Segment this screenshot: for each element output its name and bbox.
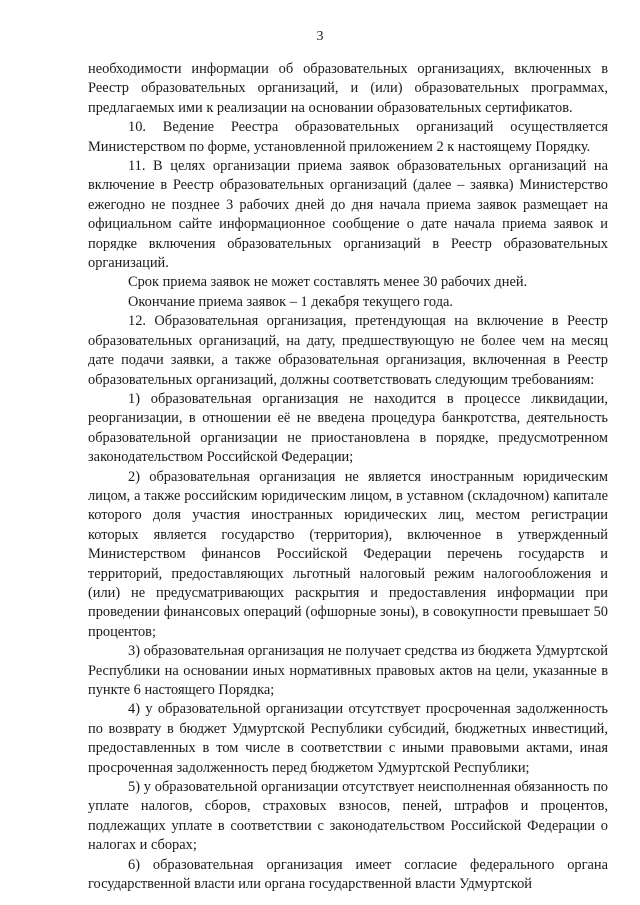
paragraph-deadline-min: Срок приема заявок не может составлять менее 30 рабочих дней.: [128, 274, 528, 291]
requirement-item-5: 5) у образовательной организации отсутствует неисполненная обязанность по уплате налогов, сборов, страховых взносов, пеней, штрафов и процентов, подлежащих уплате в соответствии с законодательством Российской Федерации о налогах и сборах;: [88, 779, 608, 854]
requirement-item-6: 6) образовательная организация имеет согласие федерального органа государственной власти или органа государственной власти Удмуртской: [88, 856, 608, 893]
document-body: [88, 60, 608, 894]
paragraph-11: 11. В целях организации приема заявок образовательных организаций на включение в Реестр образовательных организаций (далее – заявка) Министерство ежегодно не позднее 3 рабочих дней до дня начала приема заявок размещает на официальном сайте информационное сообщение о дате начала приема заявок и порядке включения образовательных организаций в Реестр образовательных организаций.: [88, 158, 608, 272]
paragraph-10: 10. Ведение Реестра образовательных организаций осуществляется Министерством по форме, установленной приложением 2 к настоящему Порядку.: [88, 119, 608, 155]
paragraph-continuation: необходимости информации об образовательных организациях, включенных в Реестр образовательных организаций, и (или) образовательных программах, предлагаемых ими к реализации на основании образовательных сертификатов.: [88, 61, 608, 116]
page-number: 3: [316, 29, 324, 44]
requirement-item-2: 2) образовательная организация не является иностранным юридическим лицом, а также российским юридическим лицом, в уставном (складочном) капитале которого доля участия иностранных юридических лиц, местом регистрации которых является государство (территория), включенное в утвержденный Министерством финансов Российской Федерации перечень государств и территорий, предоставляющих льготный налоговый режим налогообложения и (или) не предусматривающих раскрытия и предоставления информации при проведении финансовых операций (офшорные зоны), в совокупности превышает 50 процентов;: [88, 468, 608, 640]
paragraph-12: 12. Образовательная организация, претендующая на включение в Реестр образовательных организаций, на дату, предшествующую не более чем на месяц дате подачи заявки, а также образовательная организация, включенная в Реестр образовательных организаций, должны соответствовать следующим требованиям:: [88, 313, 608, 388]
requirement-item-3: 3) образовательная организация не получает средства из бюджета Удмуртской Республики на основании иных нормативных правовых актов на цели, указанные в пункте 6 настоящего Порядка;: [88, 643, 608, 698]
requirement-item-4: 4) у образовательной организации отсутствует просроченная задолженность по возврату в бюджет Удмуртской Республики субсидий, бюджетных инвестиций, предоставленных в том числе в соответствии с иными правовыми актами, иная просроченная задолженность перед бюджетом Удмуртской Республики;: [88, 701, 608, 776]
requirement-item-1: 1) образовательная организация не находится в процессе ликвидации, реорганизации, в отношении её не введена процедура банкротства, деятельность образовательной организации не приостановлена в порядке, предусмотренном законодательством Российской Федерации;: [88, 390, 608, 466]
paragraph-deadline-end: Окончание приема заявок – 1 декабря текущего года.: [128, 293, 453, 310]
